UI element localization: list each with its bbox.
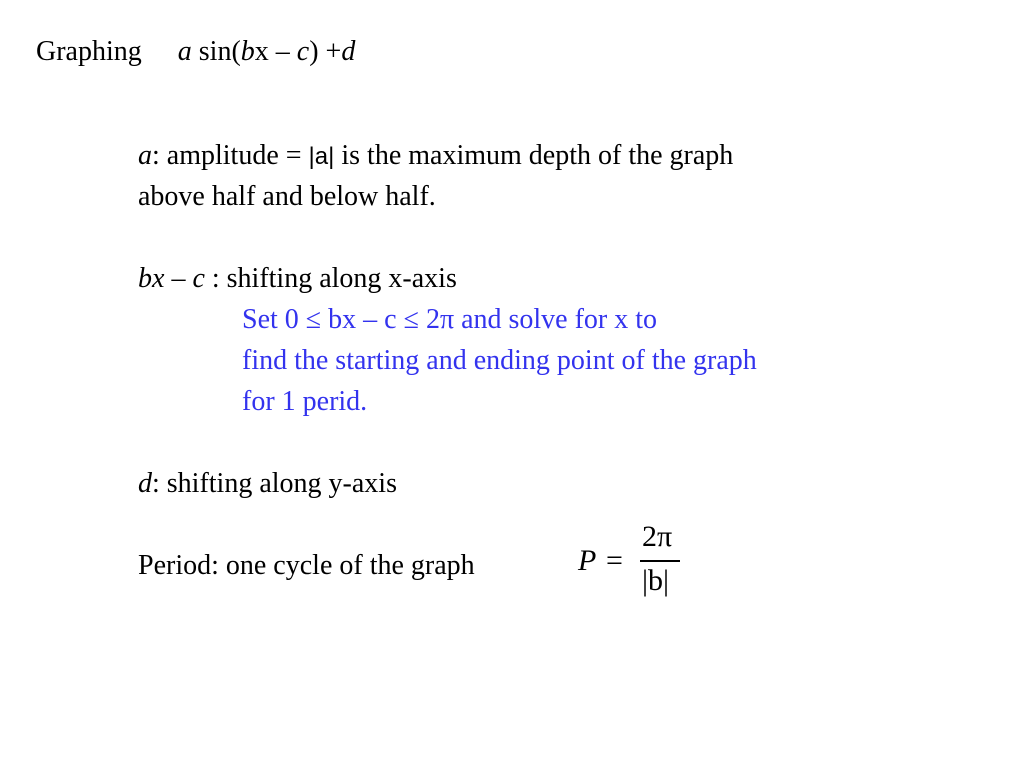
shift-y-line — [138, 468, 397, 500]
amplitude-line-2: above half and below half. — [138, 181, 436, 212]
period-formula-lhs: P — [578, 544, 597, 577]
title-var-c: c — [296, 36, 310, 67]
shift-x-dash: – — [164, 263, 193, 294]
title-word: Graphing — [36, 36, 142, 67]
shift-x-note-1: Set 0 ≤ bx – c ≤ 2π and solve for x to — [242, 304, 658, 335]
title-var-b: b — [240, 36, 255, 67]
amplitude-abs-a: |a| — [308, 143, 335, 170]
shift-y-text: : shifting along y-axis — [152, 468, 397, 499]
period-formula-numerator: 2π — [642, 520, 673, 553]
period-formula-denominator: |b| — [642, 564, 670, 597]
shift-x-note-3: for 1 perid. — [242, 386, 368, 417]
period-formula — [578, 520, 688, 612]
fraction-bar — [640, 560, 680, 562]
slide-title — [36, 36, 355, 68]
period-label: Period: one cycle of the graph — [138, 550, 475, 581]
amplitude-text-1: : amplitude = — [152, 140, 309, 171]
amplitude-var-a: a — [138, 140, 152, 171]
amplitude-line-1 — [138, 140, 733, 173]
amplitude-text-2: is the maximum depth of the graph — [334, 140, 734, 171]
shift-x-text: : shifting along x-axis — [204, 263, 457, 294]
shift-x-var-bx: bx — [138, 263, 165, 294]
title-var-a: a — [177, 36, 192, 67]
shift-x-note-2: find the starting and ending point of the graph — [242, 345, 757, 376]
title-x-minus: x – — [254, 36, 297, 67]
shift-x-var-c: c — [192, 263, 205, 294]
title-sin-open: sin( — [191, 36, 241, 67]
title-equation — [178, 36, 356, 68]
shift-x-heading — [138, 263, 457, 295]
shift-y-var-d: d — [138, 468, 152, 499]
title-var-d: d — [341, 36, 356, 67]
title-close-plus: ) + — [309, 36, 342, 67]
period-formula-equals: = — [606, 544, 623, 577]
